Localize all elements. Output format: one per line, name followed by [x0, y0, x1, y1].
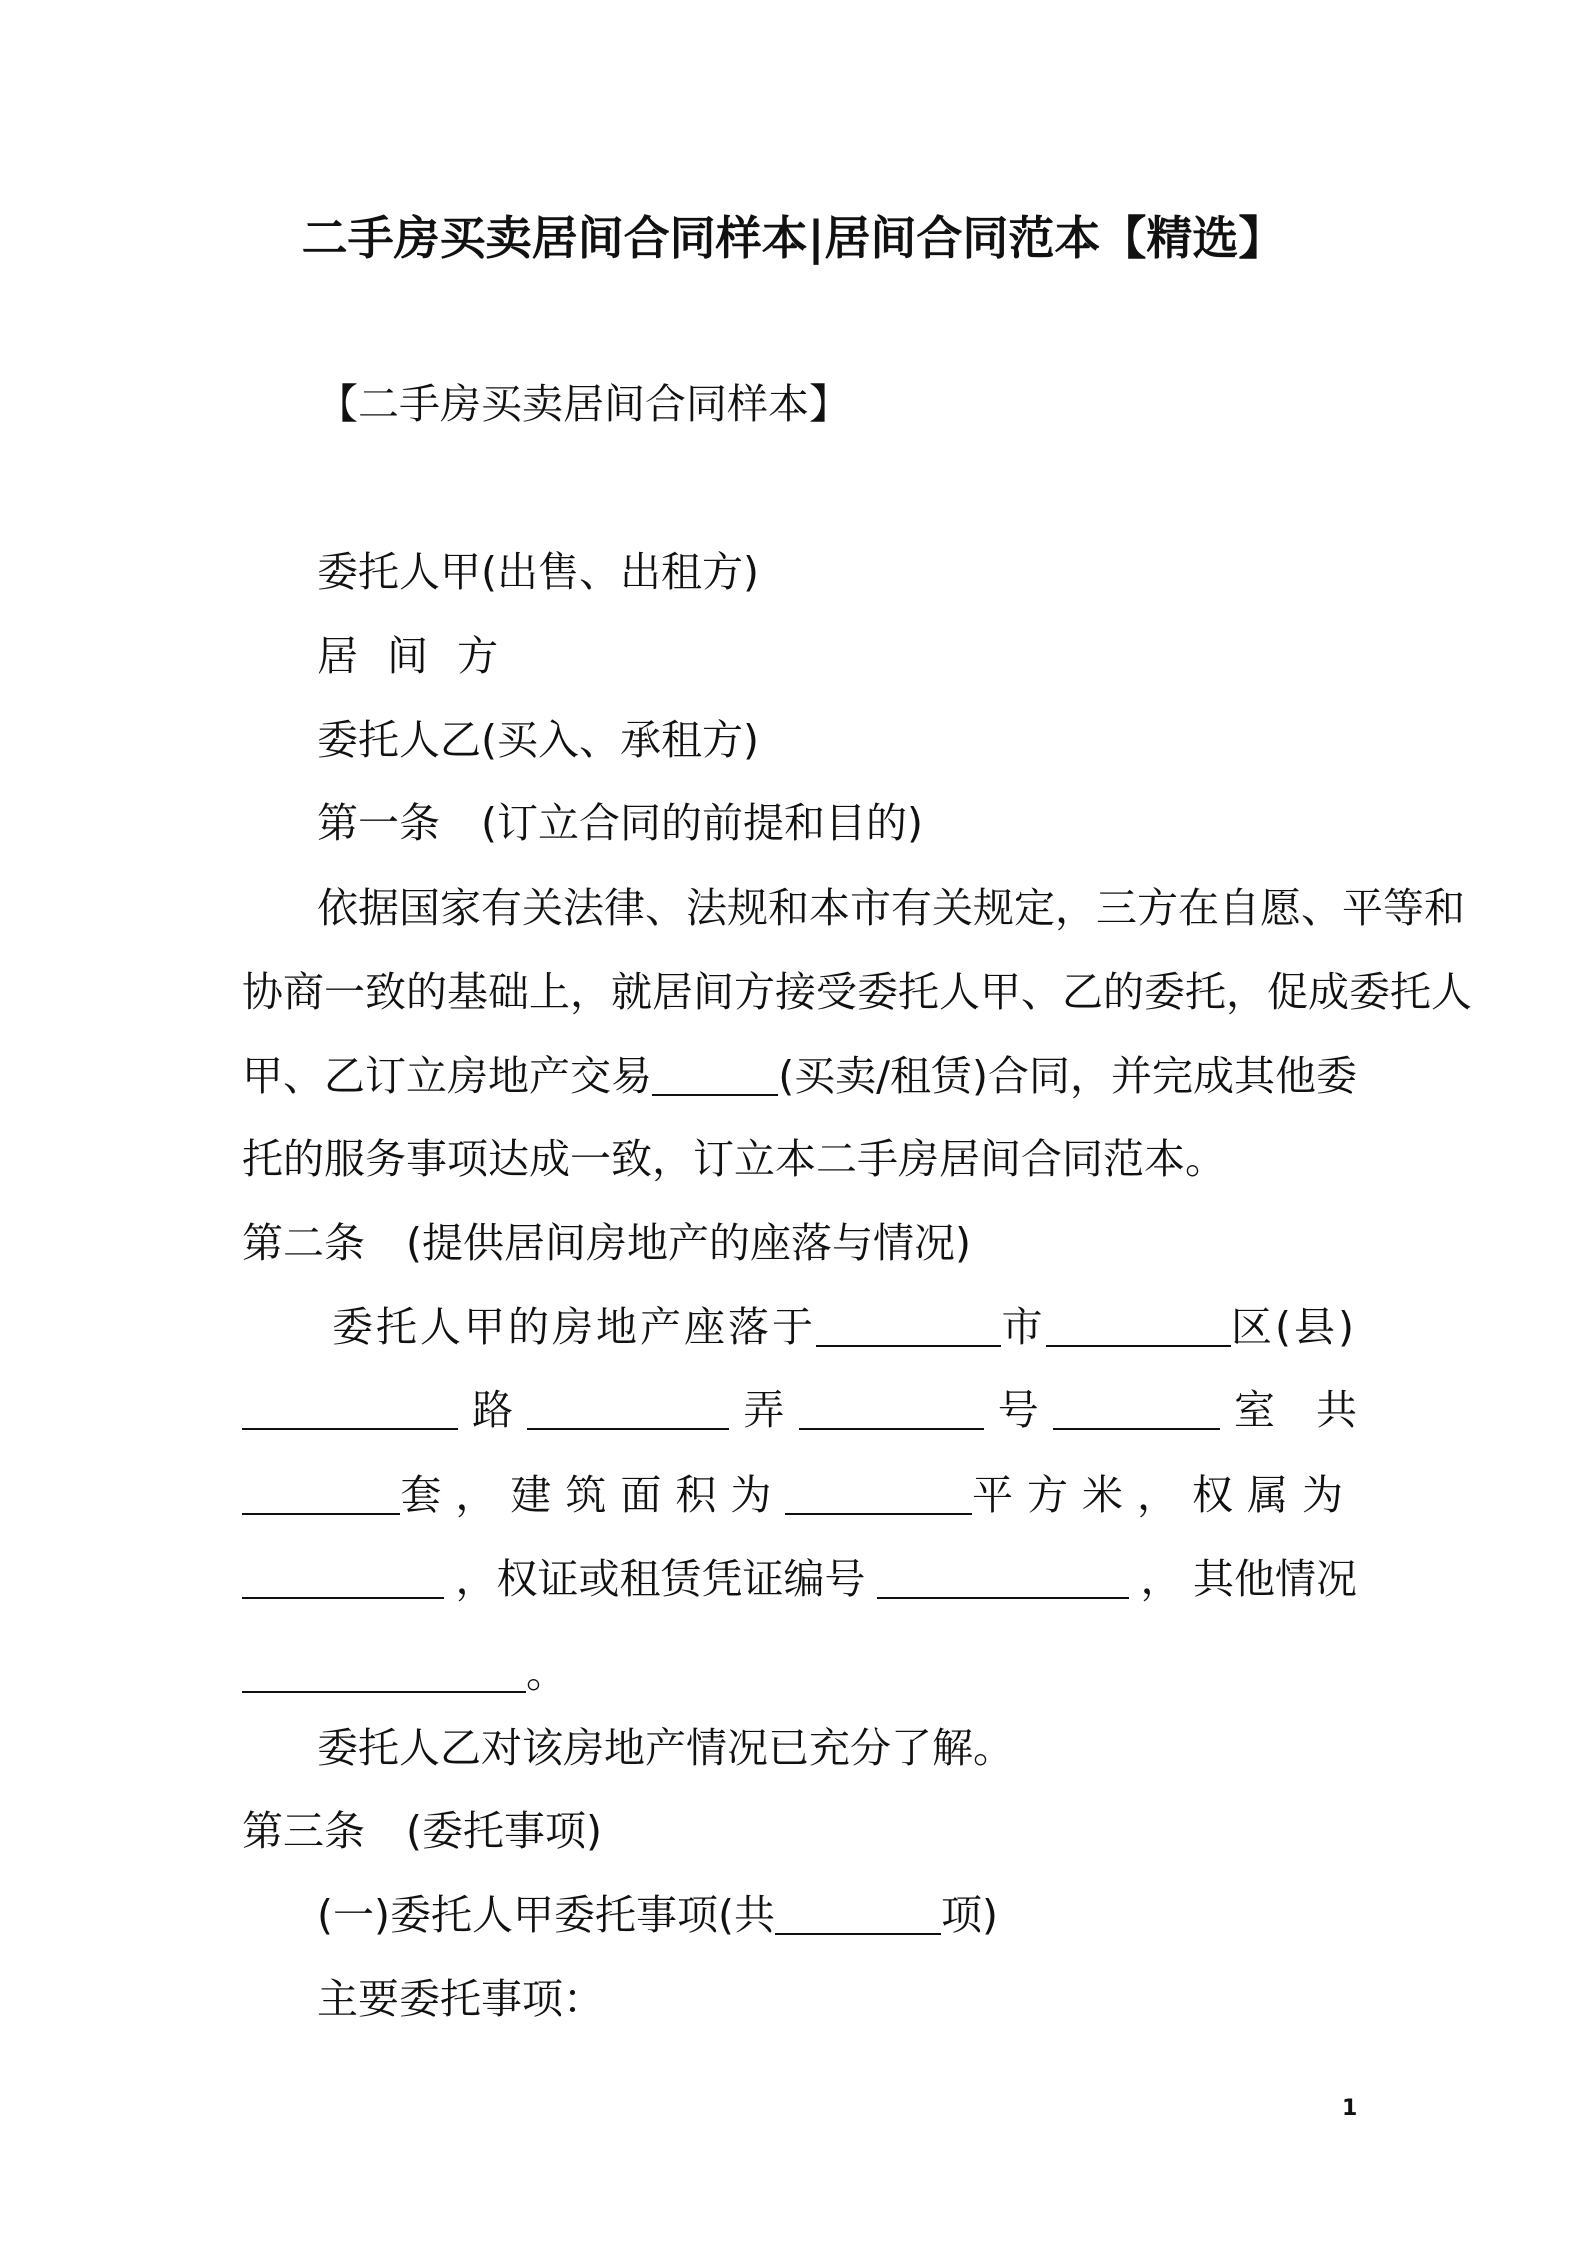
- text: 市: [1001, 1303, 1046, 1351]
- party-b: 委托人乙(买入、承租方): [317, 716, 759, 764]
- blank-field-area[interactable]: [785, 1473, 972, 1515]
- article2-heading: 第二条 (提供居间房地产的座落与情况): [242, 1219, 971, 1267]
- article1-heading: 第一条 (订立合同的前提和目的): [317, 799, 923, 847]
- blank-field-room[interactable]: [1053, 1388, 1220, 1430]
- article2-line: [242, 1553, 1357, 1605]
- page-number: 1: [1342, 2096, 1358, 2121]
- article2-paragraph: 委托人乙对该房地产情况已充分了解。: [317, 1724, 1014, 1772]
- article3-line: 主要委托事项：: [317, 1975, 604, 2023]
- blank-field-ownership[interactable]: [242, 1557, 444, 1599]
- party-a: 委托人甲(出售、出租方): [317, 548, 759, 596]
- article1-paragraph-line: 协商一致的基础上，就居间方接受委托人甲、乙的委托，促成委托人: [242, 968, 1472, 1016]
- article2-line: [242, 1469, 1357, 1521]
- blank-field-number[interactable]: [799, 1388, 984, 1430]
- blank-field-other[interactable]: [242, 1651, 526, 1693]
- article2-line: [242, 1384, 1357, 1436]
- document-title: 二手房买卖居间合同样本|居间合同范本【精选】: [301, 211, 1285, 265]
- text: 依据国家有关法律、法规和本市有关规定，三方在自愿、平等和: [317, 884, 1465, 932]
- text: 其他情况: [1193, 1555, 1357, 1603]
- text: ，: [1140, 1555, 1182, 1603]
- text: 路: [472, 1386, 514, 1434]
- article1-paragraph-line: 托的服务事项达成一致，订立本二手房居间合同范本。: [242, 1135, 1226, 1183]
- text: 项): [941, 1891, 998, 1939]
- blank-field-road[interactable]: [242, 1388, 458, 1430]
- article2-line: [332, 1301, 1357, 1353]
- text: 区(县): [1231, 1303, 1357, 1351]
- text: 。: [526, 1649, 567, 1697]
- blank-field-certificate[interactable]: [877, 1557, 1129, 1599]
- text: ，权证或租赁凭证编号: [455, 1555, 866, 1603]
- article3-heading: 第三条 (委托事项): [242, 1807, 602, 1855]
- text: 平方米，权属为: [972, 1471, 1357, 1519]
- blank-field[interactable]: [652, 1054, 778, 1096]
- text: 号: [997, 1386, 1039, 1434]
- blank-field-lane[interactable]: [527, 1388, 729, 1430]
- text: 弄: [743, 1386, 785, 1434]
- article3-line: [317, 1889, 998, 1941]
- subtitle: 【二手房买卖居间合同样本】: [317, 380, 850, 428]
- text: (一)委托人甲委托事项(共: [317, 1891, 775, 1939]
- text: 甲、乙订立房地产交易: [242, 1052, 652, 1100]
- blank-field-city[interactable]: [816, 1305, 1001, 1347]
- article2-line: [242, 1647, 567, 1699]
- text: 委托人甲的房地产座落于: [332, 1303, 816, 1351]
- text: (买卖/租赁)合同，并完成其他委: [778, 1052, 1357, 1100]
- blank-field-units[interactable]: [242, 1473, 400, 1515]
- blank-field-item-count[interactable]: [775, 1893, 941, 1935]
- blank-field-district[interactable]: [1046, 1305, 1231, 1347]
- party-broker: 居 间 方: [317, 632, 507, 680]
- text: 室 共: [1233, 1386, 1357, 1434]
- article1-paragraph-line: [317, 882, 1465, 934]
- text: 套，建筑面积为: [400, 1471, 786, 1519]
- article1-paragraph-line: [242, 1050, 1357, 1102]
